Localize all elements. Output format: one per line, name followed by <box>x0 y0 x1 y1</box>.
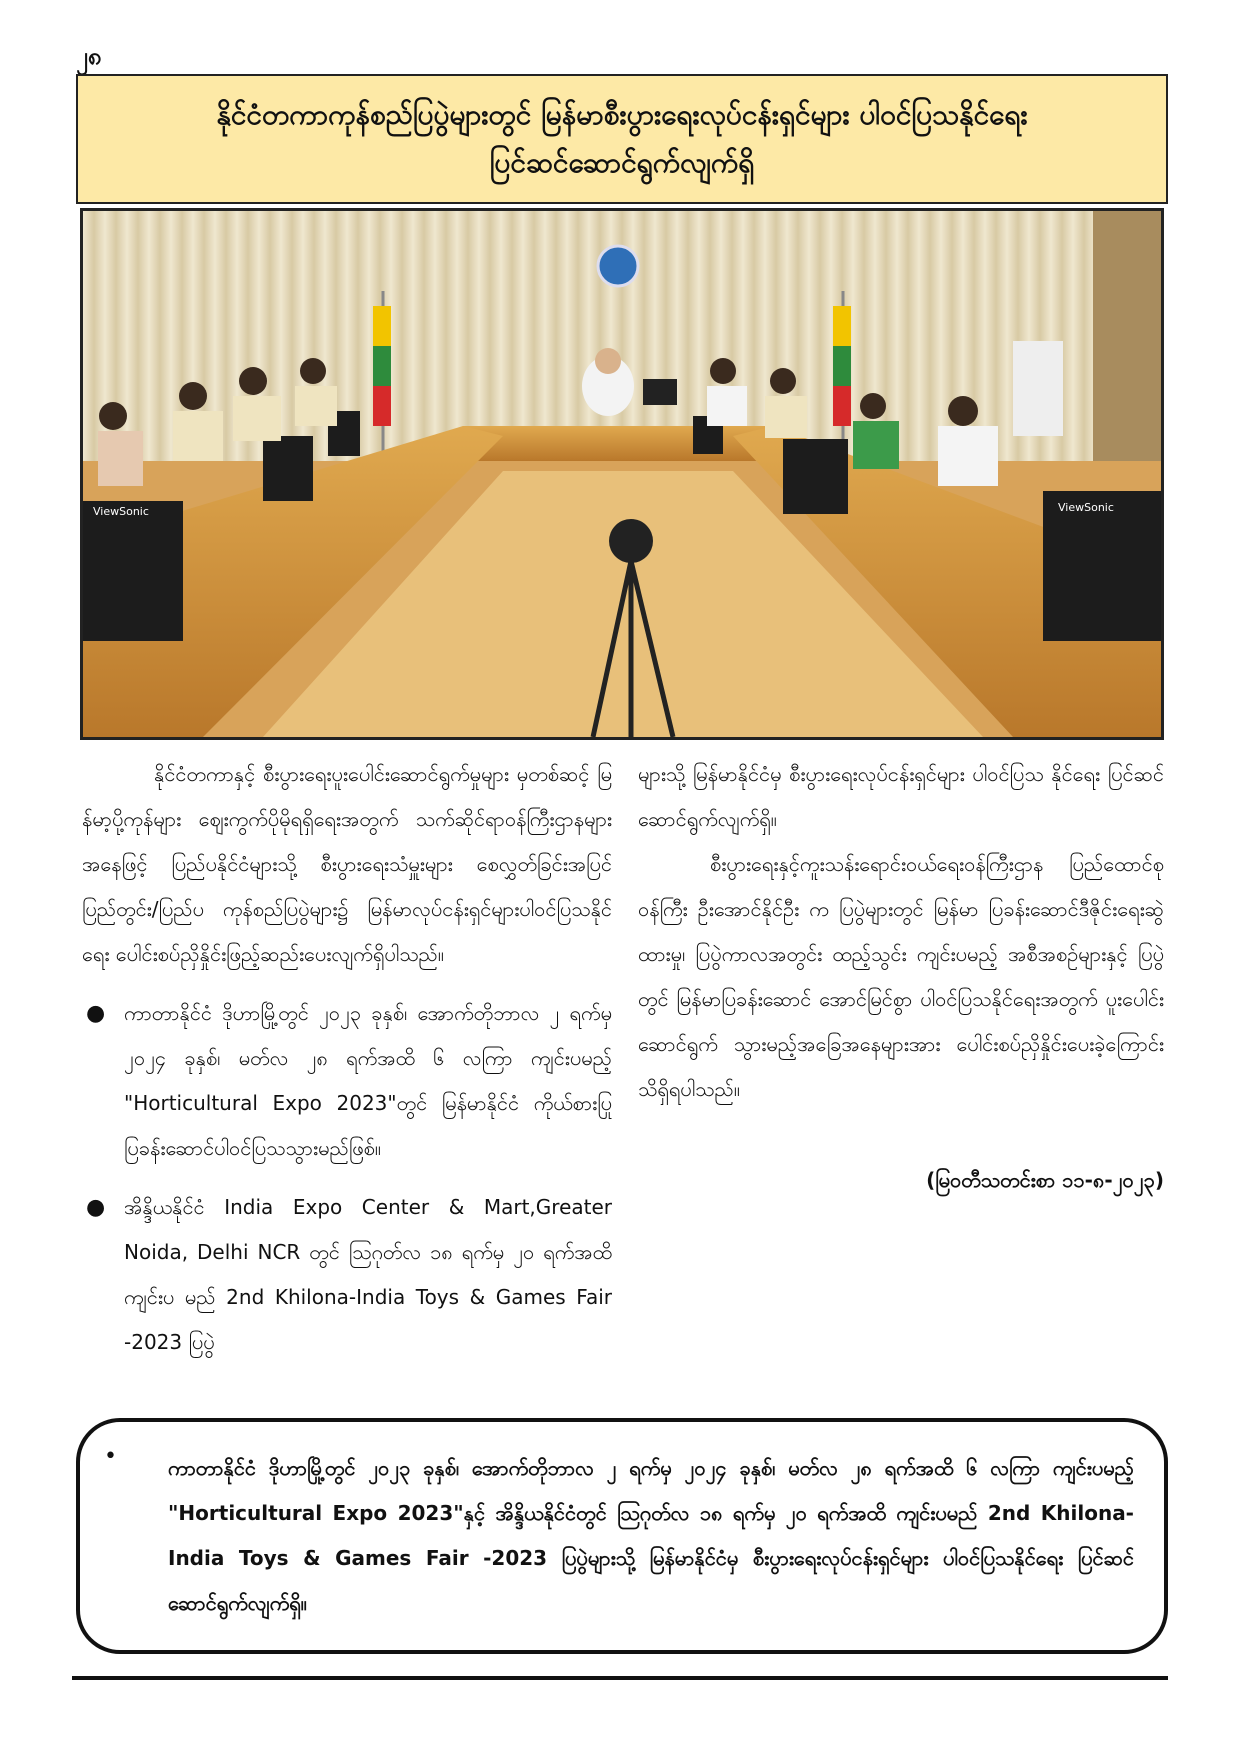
headline-line-2: ပြင်ဆင်ဆောင်ရွက်လျက်ရှိ <box>489 146 755 179</box>
monitor-brand-left: ViewSonic <box>93 505 149 518</box>
flag-right-yellow <box>833 306 851 346</box>
attendee-7-body <box>853 421 899 469</box>
intro-paragraph: နိုင်ငံတကာနှင့် စီးပွားရေးပူးပေါင်းဆောင်ရွက်မှုများ မှတစ်ဆင့် မြန်မာ့ပို့ကုန်များ ဈေးကွက်ပိုမိုရရှိရေးအတွက် သက်ဆိုင်ရာဝန်ကြီးဌာနများအနေဖြင့် ပြည်ပနိုင်ငံများသို့ စီးပွားရေးသံမှူးများ စေလွှတ်ခြင်းအပြင် ပြည်တွင်း/ပြည်ပ ကုန်စည်ပြပွဲများ၌ မြန်မာလုပ်ငန်းရှင်များပါဝင်ပြသနိုင်ရေး ပေါင်းစပ်ညှိနှိုင်းဖြည့်ဆည်းပေးလျက်ရှိပါသည်။ <box>82 762 612 966</box>
attendee-6 <box>770 368 796 394</box>
left-column <box>82 752 612 1365</box>
attendee-8 <box>948 396 978 426</box>
attendee-4 <box>300 358 326 384</box>
flag-left-green <box>373 346 391 386</box>
person-head <box>595 348 621 374</box>
summary-text: ကာတာနိုင်ငံ ဒိုဟာမြို့တွင် ၂၀၂၃ ခုနှစ်၊ အောက်တိုဘာလ ၂ ရက်မှ ၂၀၂၄ ခုနှစ်၊ မတ်လ ၂၈ ရက်အထိ ၆ လကြာ ကျင်းပမည့် "Horticultural Expo 2023"နှင့် အိန္ဒိယနိုင်ငံတွင် ဩဂုတ်လ ၁၈ ရက်မှ ၂၀ ရက်အထိ ကျင်းပမည် 2nd Khilona-India Toys & Games Fair -2023 ပြပွဲများသို့ မြန်မာနိုင်ငံမှ စီးပွားရေးလုပ်ငန်းရှင်များ ပါဝင်ပြသနိုင်ရေး ပြင်ဆင်ဆောင်ရွက်လျက်ရှိ။ <box>168 1456 1134 1615</box>
bullet-icon: ● <box>86 1001 106 1026</box>
attendee-2-body <box>173 411 223 461</box>
attendee-2 <box>179 382 207 410</box>
monitor-front-left <box>83 501 183 641</box>
attendee-1 <box>99 402 127 430</box>
flag-left-yellow <box>373 306 391 346</box>
bullet-item-2 <box>82 1185 612 1365</box>
meeting-photo-illustration <box>83 211 1161 737</box>
headline-line-1: နိုင်ငံတကာကုန်စည်ပြပွဲများတွင် မြန်မာစီးပွားရေးလုပ်ငန်းရှင်များ ပါဝင်ပြသနိုင်ရေး <box>216 98 1028 131</box>
attendee-4-body <box>295 386 337 426</box>
flag-right-red <box>833 386 851 426</box>
attendee-7 <box>860 393 886 419</box>
summary-box <box>76 1418 1168 1654</box>
monitor-center <box>643 379 677 405</box>
bottom-divider <box>72 1676 1168 1680</box>
air-conditioner <box>1013 341 1063 436</box>
flag-right-green <box>833 346 851 386</box>
attendee-3-body <box>233 396 281 441</box>
attendee-6-body <box>765 396 807 438</box>
attendee-8-body <box>938 426 998 486</box>
monitor-left-2 <box>263 436 313 501</box>
wall-panel <box>1093 211 1161 471</box>
right-column <box>638 752 1164 1203</box>
bullet-item-1 <box>82 991 612 1171</box>
monitor-right-2 <box>783 439 848 514</box>
meeting-photo <box>80 208 1164 740</box>
bullet-text-1: ကာတာနိုင်ငံ ဒိုဟာမြို့တွင် ၂၀၂၃ ခုနှစ်၊ အောက်တိုဘာလ ၂ ရက်မှ ၂၀၂၄ ခုနှစ်၊ မတ်လ ၂၈ ရက်အထိ ၆ လကြာ ကျင်းပမည့် "Horticultural Expo 2023"တွင် မြန်မာနိုင်ငံ ကိုယ်စားပြု ပြခန်းဆောင်ပါဝင်ပြသသွားမည်ဖြစ်။ <box>124 1001 612 1160</box>
monitor-brand-right: ViewSonic <box>1058 501 1114 514</box>
page-number: ၂၈ <box>76 42 102 70</box>
headline-box <box>76 74 1168 204</box>
attendee-5 <box>710 358 736 384</box>
news-source: (မြဝတီသတင်းစာ ၁၁-၈-၂၀၂၃) <box>926 1168 1164 1192</box>
flag-left-red <box>373 386 391 426</box>
attendee-3 <box>239 367 267 395</box>
camera-icon <box>609 519 653 563</box>
attendee-5-body <box>707 386 747 426</box>
bullet-text-2: အိန္ဒိယနိုင်ငံ India Expo Center & Mart,Greater Noida, Delhi NCR တွင် ဩဂုတ်လ ၁၈ ရက်မှ ၂၀ ရက်အထိ ကျင်းပ မည် 2nd Khilona-India Toys & Games Fair -2023 ပြပွဲ <box>124 1195 612 1354</box>
attendee-1-body <box>98 431 143 486</box>
ministry-paragraph: စီးပွားရေးနှင့်ကူးသန်းရောင်းဝယ်ရေးဝန်ကြီးဌာန ပြည်ထောင်စုဝန်ကြီး ဦးအောင်နိုင်ဦး က ပြပွဲများတွင် မြန်မာ ပြခန်းဆောင်ဒီဇိုင်းရေးဆွဲထားမှု၊ ပြပွဲကာလအတွင်း ထည့်သွင်း ကျင်းပမည့် အစီအစဉ်များနှင့် ပြပွဲတွင် မြန်မာပြခန်းဆောင် အောင်မြင်စွာ ပါဝင်ပြသနိုင်ရေးအတွက် ပူးပေါင်းဆောင်ရွက် သွားမည့်အခြေအနေများအား ပေါင်းစပ်ညှိနှိုင်းပေးခဲ့ကြောင်း သိရှိရပါသည်။ <box>638 852 1164 1101</box>
summary-bullet-icon: • <box>104 1444 117 1469</box>
bullet-icon: ● <box>86 1195 106 1220</box>
continuation-text: များသို့ မြန်မာနိုင်ငံမှ စီးပွားရေးလုပ်ငန်းရှင်များ ပါဝင်ပြသ နိုင်ရေး ပြင်ဆင်ဆောင်ရွက်လျက်ရှိ။ <box>638 762 1164 831</box>
emblem-icon <box>598 246 638 286</box>
